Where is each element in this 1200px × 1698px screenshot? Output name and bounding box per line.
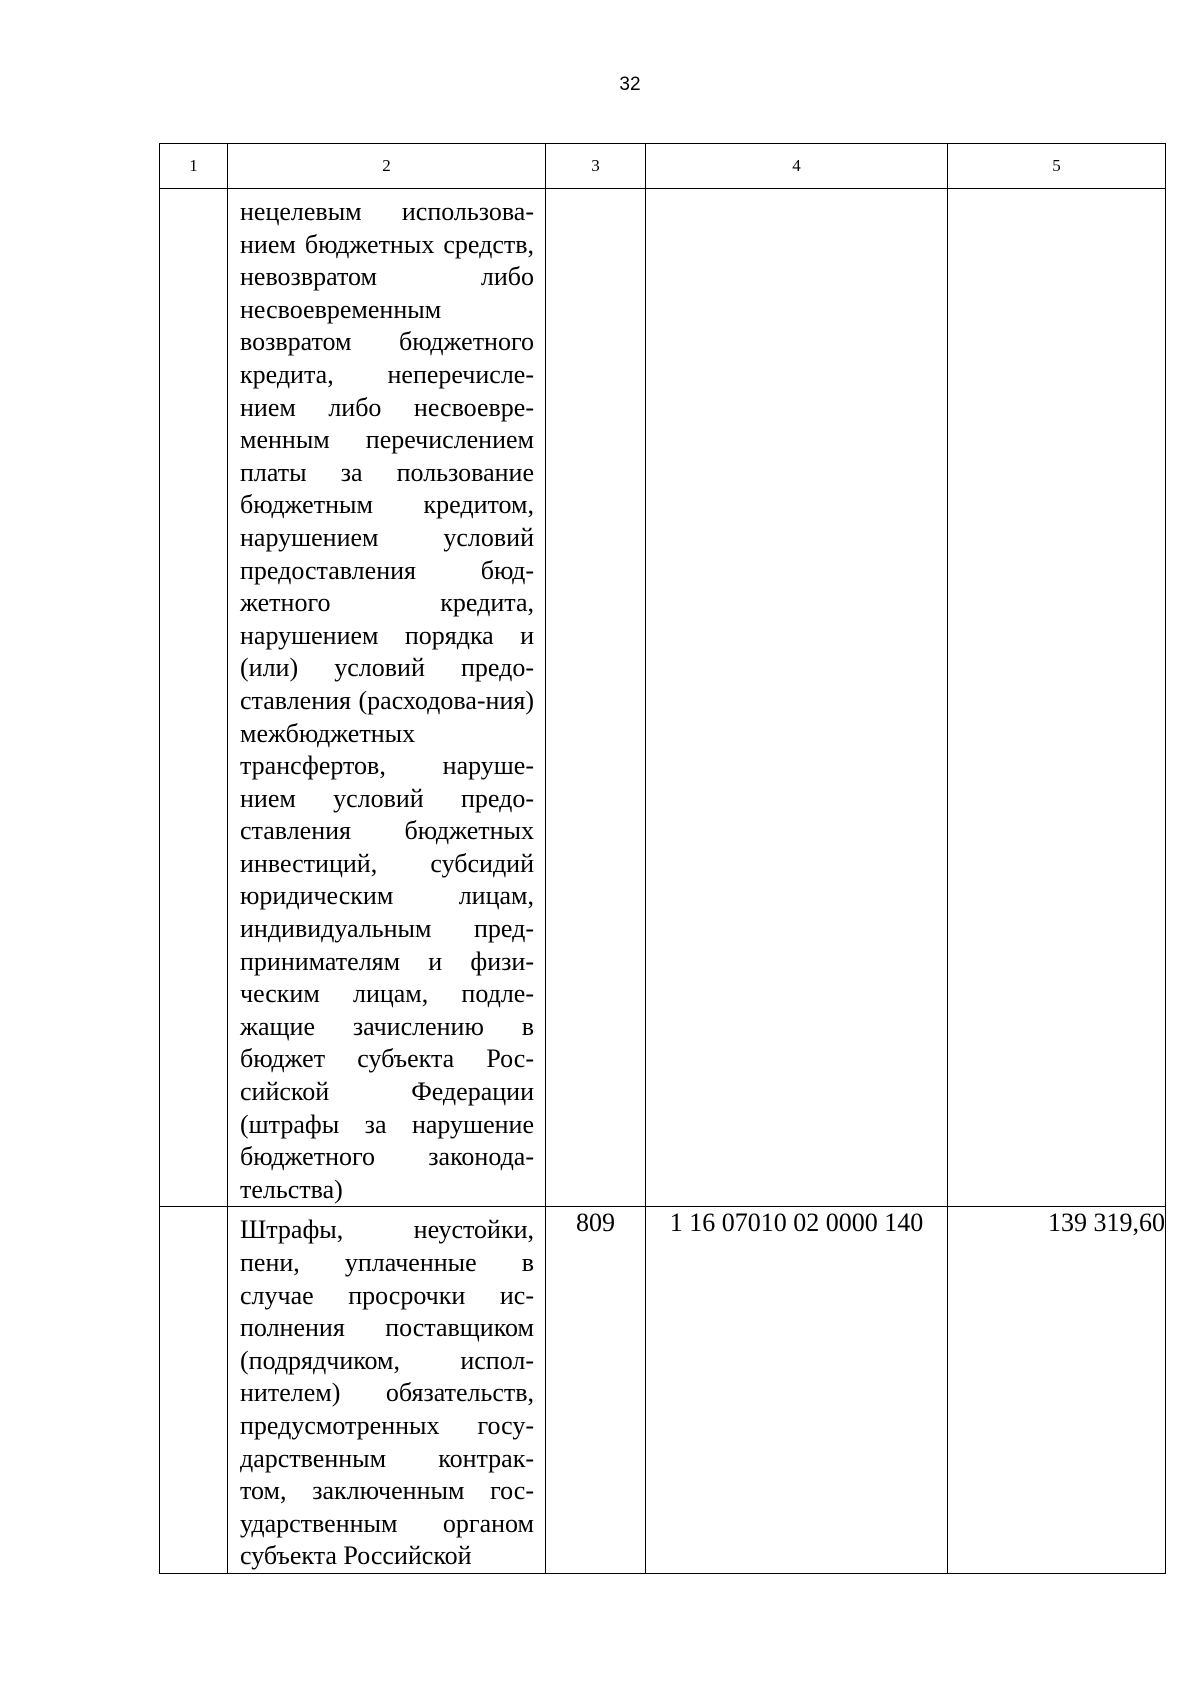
table-row <box>160 1207 1166 1574</box>
admin-code-cell: 809 <box>546 1207 646 1574</box>
kbk-cell: 1 16 07010 02 0000 140 <box>646 1207 948 1574</box>
amount-cell <box>948 189 1166 1207</box>
row-number-cell <box>160 1207 228 1574</box>
header-col-1: 1 <box>160 144 228 189</box>
description-text: нецелевым использова-нием бюджетных средств, невозвратом либо несвоевременным возвратом бюджетного кредита, неперечисле-нием либо несвоевре-менным перечислением платы за пользование бюджетным кредитом, нарушением условий предоставления бюд-жетного кредита, нарушением порядка и (или) условий предо-ставления (расходова-ния) межбюджетных трансфертов, наруше-нием условий предо-ставления бюджетных инвестиций, субсидий юридическим лицам, индивидуальным пред-принимателям и физи-ческим лицам, подле-жащие зачислению в бюджет субъекта Рос-сийской Федерации (штрафы за нарушение бюджетного законода-тельства) <box>240 197 534 1204</box>
description-text: Штрафы, неустойки, пени, уплаченные в случае просрочки ис-полнения поставщиком (подрядчиком, испол-нителем) обязательств, предусмотренных госу-дарственным контрак-том, заключенным гос-ударственным органом субъекта Российской <box>240 1215 534 1571</box>
page-number: 32 <box>619 74 641 95</box>
admin-code-cell <box>546 189 646 1207</box>
table-header-row <box>160 144 1166 189</box>
row-number-cell <box>160 189 228 1207</box>
amount-cell: 139 319,60 <box>948 1207 1166 1574</box>
kbk-cell <box>646 189 948 1207</box>
header-col-4: 4 <box>646 144 948 189</box>
header-col-2: 2 <box>228 144 546 189</box>
description-cell <box>228 1207 546 1574</box>
header-col-5: 5 <box>948 144 1166 189</box>
revenue-table <box>159 143 1166 1574</box>
description-cell <box>228 189 546 1207</box>
header-col-3: 3 <box>546 144 646 189</box>
table-row <box>160 189 1166 1207</box>
